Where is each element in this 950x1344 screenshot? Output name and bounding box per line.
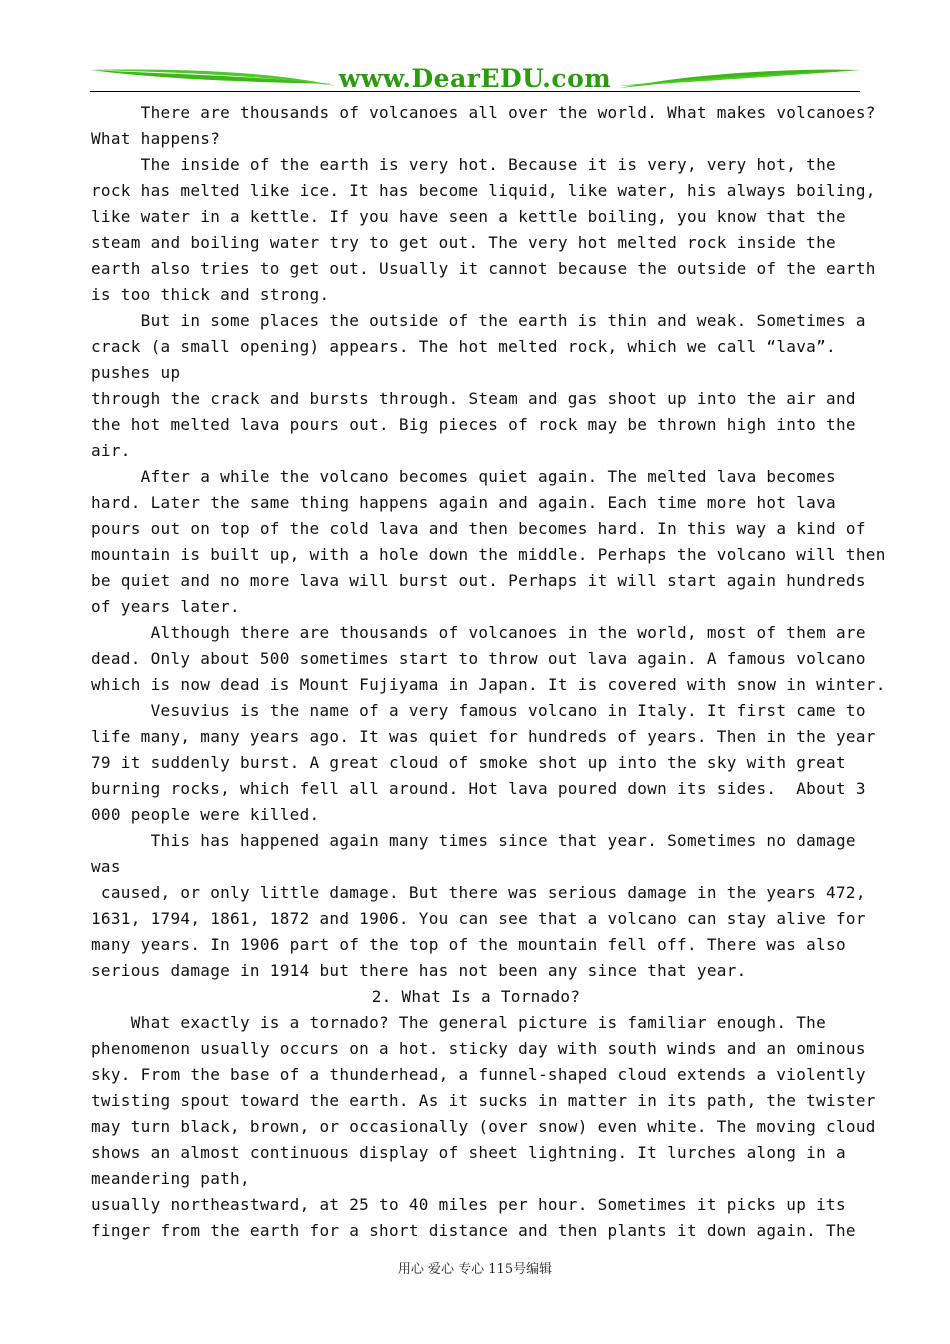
tornado-text [91,1010,876,1244]
text-line: hard. Later the same thing happens again and again. Each time more hot lava [91,493,836,512]
text-line: earth also tries to get out. Usually it cannot because the outside of the earth [91,259,876,278]
text-line: was [91,857,121,876]
text-line: rock has melted like ice. It has become liquid, like water, his always boiling, [91,181,876,200]
text-line: twisting spout toward the earth. As it sucks in matter in its path, the twister [91,1091,876,1110]
text-line: caused, or only little damage. But there was serious damage in the years 472, [91,883,866,902]
text-line: may turn black, brown, or occasionally (over snow) even white. The moving cloud [91,1117,876,1136]
text-line: 000 people were killed. [91,805,320,824]
text-line: be quiet and no more lava will burst out. Perhaps it will start again hundreds [91,571,866,590]
text-line: Vesuvius is the name of a very famous volcano in Italy. It first came to [91,701,866,720]
text-line: dead. Only about 500 sometimes start to throw out lava again. A famous volcano [91,649,866,668]
site-logo[interactable]: www.DearEDU.com [338,64,612,93]
text-line: 1631, 1794, 1861, 1872 and 1906. You can see that a volcano can stay alive for [91,909,866,928]
text-line: pours out on top of the cold lava and then becomes hard. In this way a kind of [91,519,866,538]
text-line: usually northeastward, at 25 to 40 miles per hour. Sometimes it picks up its [91,1195,846,1214]
text-line: meandering path, [91,1169,250,1188]
article-body [91,100,886,1244]
text-line: steam and boiling water try to get out. The very hot melted rock inside the [91,233,836,252]
text-line: like water in a kettle. If you have seen a kettle boiling, you know that the [91,207,846,226]
text-line: The inside of the earth is very hot. Because it is very, very hot, the [91,155,836,174]
text-line: But in some places the outside of the earth is thin and weak. Sometimes a [91,311,866,330]
text-line: life many, many years ago. It was quiet for hundreds of years. Then in the year [91,727,876,746]
text-line: burning rocks, which fell all around. Hot lava poured down its sides. About 3 [91,779,866,798]
page-footer: 用心 爱心 专心 115号编辑 [397,1262,553,1277]
text-line: pushes up [91,363,181,382]
volcano-text [91,100,886,984]
text-line: After a while the volcano becomes quiet again. The melted lava becomes [91,467,836,486]
text-line: Although there are thousands of volcanoes in the world, most of them are [91,623,866,642]
text-line: mountain is built up, with a hole down the middle. Perhaps the volcano will then [91,545,886,564]
text-line: 79 it suddenly burst. A great cloud of smoke shot up into the sky with great [91,753,846,772]
text-line: What exactly is a tornado? The general picture is familiar enough. The [91,1013,827,1032]
text-line: phenomenon usually occurs on a hot. sticky day with south winds and an ominous [91,1039,866,1058]
text-line: many years. In 1906 part of the top of the mountain fell off. There was also [91,935,846,954]
text-line: air. [91,441,131,460]
text-line: the hot melted lava pours out. Big pieces of rock may be thrown high into the [91,415,856,434]
section-title: 2. What Is a Tornado? [371,987,581,1006]
text-line: finger from the earth for a short distance and then plants it down again. The [91,1221,856,1240]
text-line: shows an almost continuous display of sheet lightning. It lurches along in a [91,1143,846,1162]
text-line: This has happened again many times since that year. Sometimes no damage [91,831,856,850]
text-line: What happens? [91,129,221,148]
header-divider [90,91,860,92]
text-line: of years later. [91,597,240,616]
text-line: serious damage in 1914 but there has not been any since that year. [91,961,747,980]
text-line: crack (a small opening) appears. The hot melted rock, which we call “lava”. [91,337,836,356]
text-line: There are thousands of volcanoes all over the world. What makes volcanoes? [91,103,876,122]
text-line: through the crack and bursts through. Steam and gas shoot up into the air and [91,389,856,408]
text-line: which is now dead is Mount Fujiyama in Japan. It is covered with snow in winter. [91,675,886,694]
text-line: sky. From the base of a thunderhead, a funnel-shaped cloud extends a violently [91,1065,866,1084]
text-line: is too thick and strong. [91,285,330,304]
